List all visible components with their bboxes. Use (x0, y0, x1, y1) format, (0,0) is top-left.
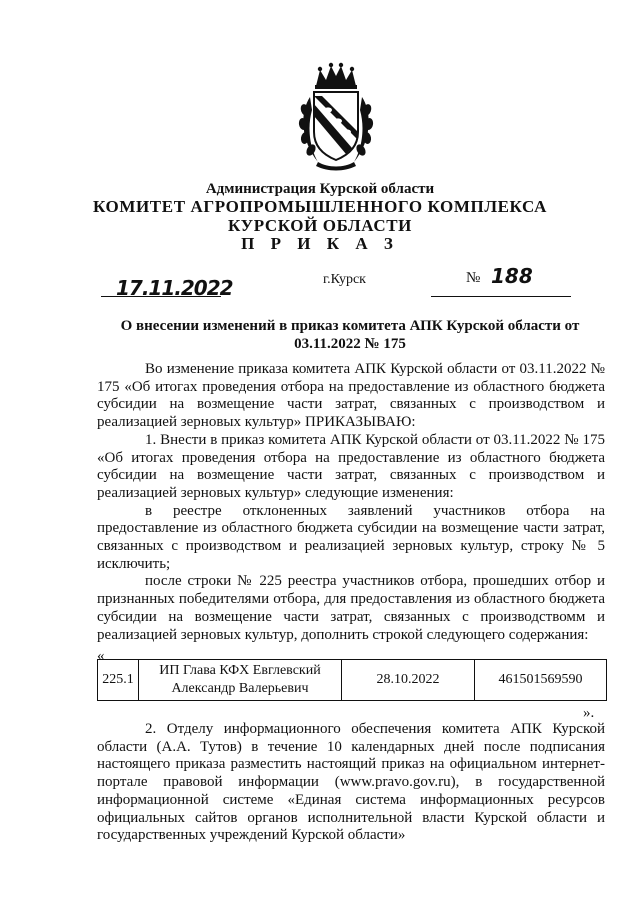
order-body (97, 361, 605, 644)
application-date-cell: 28.10.2022 (342, 660, 475, 701)
rejected-registry-paragraph: в реестре отклоненных заявлений участников отбора на предоставление из областного бюджета субсидии на возмещение части затрат, связанных с производством и реализацией зерновых культур, строку № 5 исключить; (97, 502, 605, 572)
order-subject: О внесении изменений в приказ комитета АПК Курской области от 03.11.2022 № 175 (120, 318, 580, 352)
coat-of-arms-emblem (296, 62, 376, 172)
committee-title: КОМИТЕТ АГРОПРОМЫШЛЕННОГО КОМПЛЕКСА (93, 197, 547, 216)
participant-name-line1: ИП Глава КФХ Евглевский (159, 663, 321, 678)
order-number-handwritten: 188 (491, 264, 533, 288)
participant-name-cell (139, 660, 342, 701)
inn-cell: 461501569590 (475, 660, 607, 701)
preamble-paragraph: Во изменение приказа комитета АПК Курской области от 03.11.2022 № 175 «Об итогах проведения отбора на предоставление из областного бюджета субсидии на возмещение части затрат, связанных с производством и реализацией зерновых культур» ПРИКАЗЫВАЮ: (97, 361, 605, 431)
city-label: г.Курск (323, 272, 366, 287)
registry-addition-table (97, 659, 607, 701)
participant-name-line2: Александр Валерьевич (171, 681, 309, 696)
winners-registry-paragraph: после строки № 225 реестра участников отбора, прошедших отбор и признанных победителями отбора, для предоставления из областного бюджета субсидии на возмещение части затрат, связанных с производствомм и реализацией зерновых культур, дополнить строкой следующего содержания: (97, 573, 605, 643)
region-title: КУРСКОЙ ОБЛАСТИ (228, 216, 412, 235)
order-date-handwritten: 17.11.2022 (116, 276, 233, 300)
order-body-clause-2 (97, 721, 605, 845)
quote-open-mark: « (97, 648, 105, 664)
number-label: № (466, 270, 481, 286)
clause-2-paragraph: 2. Отделу информационного обеспечения комитета АПК Курской области (А.А. Тутов) в течение 10 календарных дней после подписания настоящего приказа разместить настоящий приказ на официальном интернет-портале правовой информации (www.pravo.gov.ru), в государственной информационной системе «Единая система информационных ресурсов официальных сайтов органов исполнительной власти Курской области и государственных учреждений Курской области» (97, 721, 605, 844)
quote-close-mark: ». (583, 705, 595, 721)
administration-title: Администрация Курской области (205, 181, 435, 197)
date-underline (101, 296, 221, 297)
row-number-cell: 225.1 (98, 660, 139, 701)
table-row (98, 660, 607, 701)
clause-1-paragraph: 1. Внести в приказ комитета АПК Курской области от 03.11.2022 № 175 «Об итогах проведения отбора на предоставление из областного бюджета субсидии на возмещение части затрат, связанных с производством и реализацией зерновых культур» следующие изменения: (97, 431, 605, 501)
number-underline (431, 296, 571, 297)
document-type-title: П Р И К А З (241, 234, 399, 253)
